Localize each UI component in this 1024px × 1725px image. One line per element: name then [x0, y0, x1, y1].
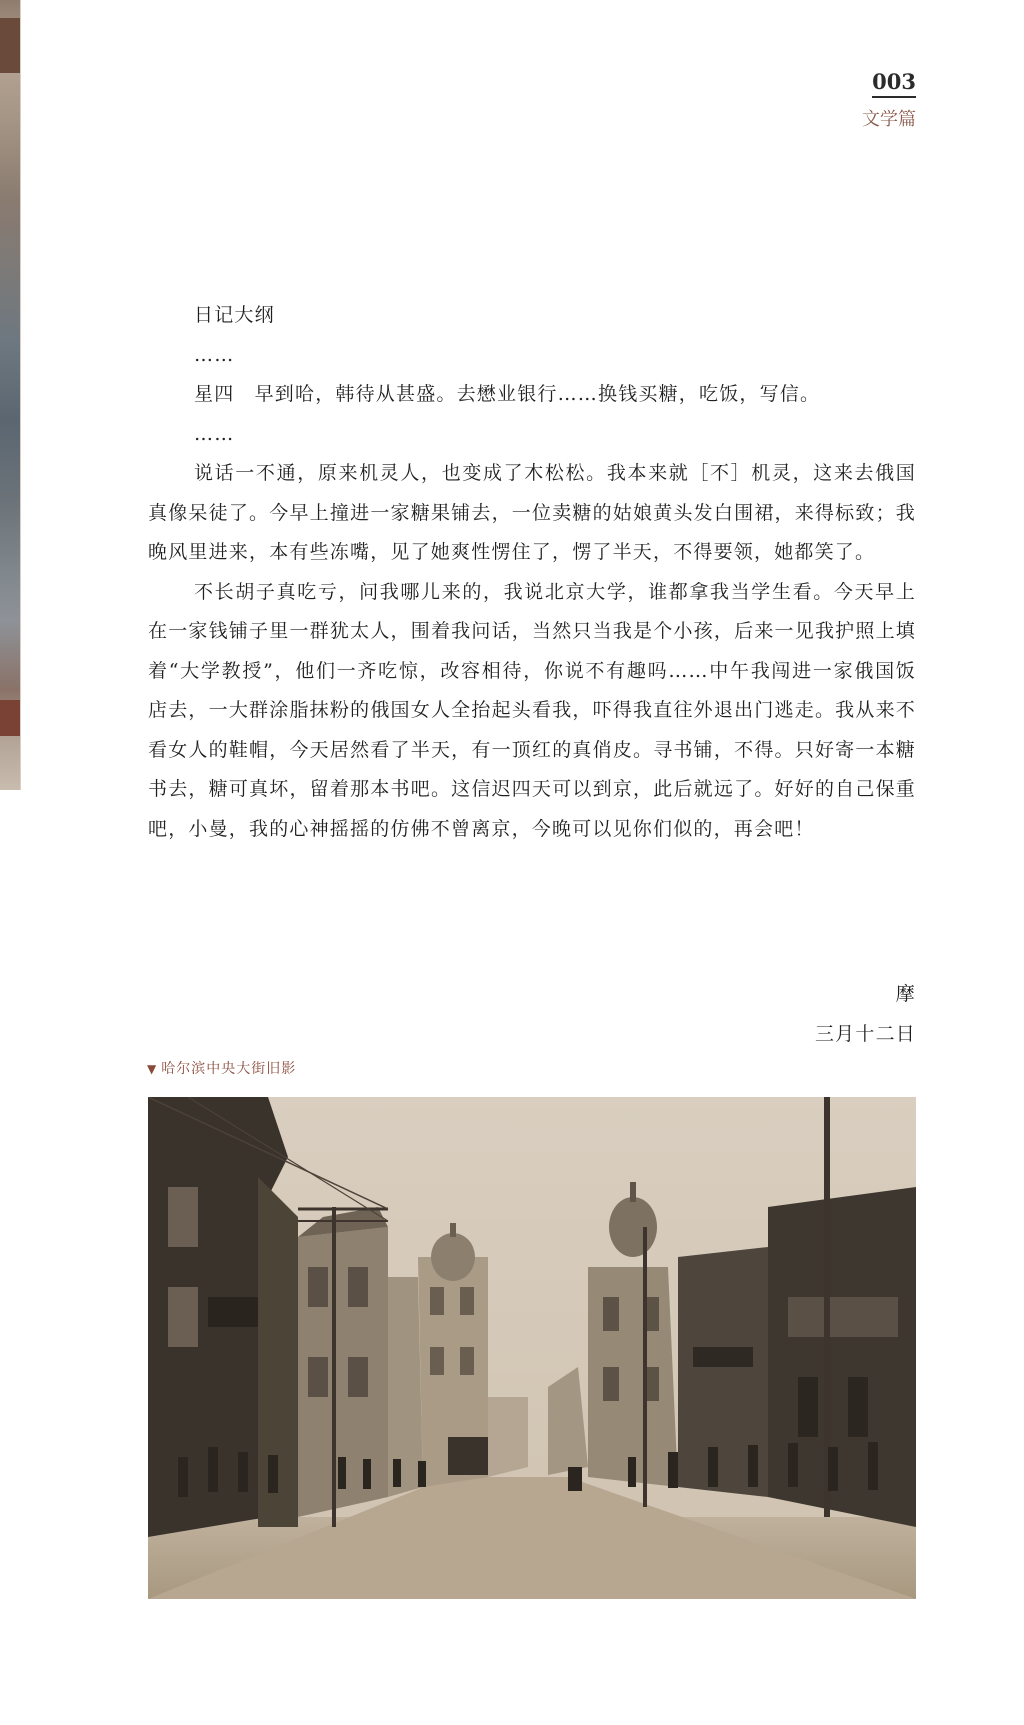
photo-caption	[147, 1058, 296, 1078]
section-label: 文学篇	[862, 109, 916, 130]
letter-paragraph: 说话一不通，原来机灵人，也变成了木松松。我本来就［不］机灵，这来去俄国真像呆徒了。今早上撞进一家糖果铺去，一位卖糖的姑娘黄头发白围裙，来得标致；我晚风里进来，本有些冻嘴，见了她爽性愣住了，愣了半天，不得要领，她都笑了。	[148, 462, 916, 563]
signature-block	[815, 974, 916, 1054]
diary-title: 日记大纲	[194, 304, 275, 326]
ellipsis-line: ……	[194, 343, 235, 366]
caption-text: 哈尔滨中央大街旧影	[161, 1061, 297, 1077]
diary-entry: 星四 早到哈，韩待从甚盛。去懋业银行……换钱买糖，吃饭，写信。	[194, 383, 821, 405]
letter-paragraph: 不长胡子真吃亏，问我哪儿来的，我说北京大学，谁都拿我当学生看。今天早上在一家钱铺子里一群犹太人，围着我问话，当然只当我是个小孩，后来一见我护照上填着“大学教授”，他们一齐吃惊，改容相待，你说不有趣吗……中午我闯进一家俄国饭店去，一大群涂脂抹粉的俄国女人全抬起头看我，吓得我直往外退出门逃走。我从来不看女人的鞋帽，今天居然看了半天，有一顶红的真俏皮。寻书铺，不得。只好寄一本糖书去，糖可真坏，留着那本书吧。这信迟四天可以到京，此后就远了。好好的自己保重吧，小曼，我的心神摇摇的仿佛不曾离京，今晚可以见你们似的，再会吧！	[148, 580, 916, 840]
ellipsis-line: ……	[194, 422, 235, 445]
letter-body	[148, 296, 916, 849]
letter-date: 三月十二日	[814, 1023, 916, 1045]
signature: 摩	[895, 983, 916, 1005]
street-photo-illustration	[148, 1097, 916, 1599]
page-header	[862, 70, 916, 130]
historic-street-photo	[148, 1097, 916, 1599]
adjacent-page-edge	[0, 0, 21, 790]
caption-marker-icon: ▼	[147, 1062, 158, 1076]
page-number: 003	[872, 70, 916, 98]
